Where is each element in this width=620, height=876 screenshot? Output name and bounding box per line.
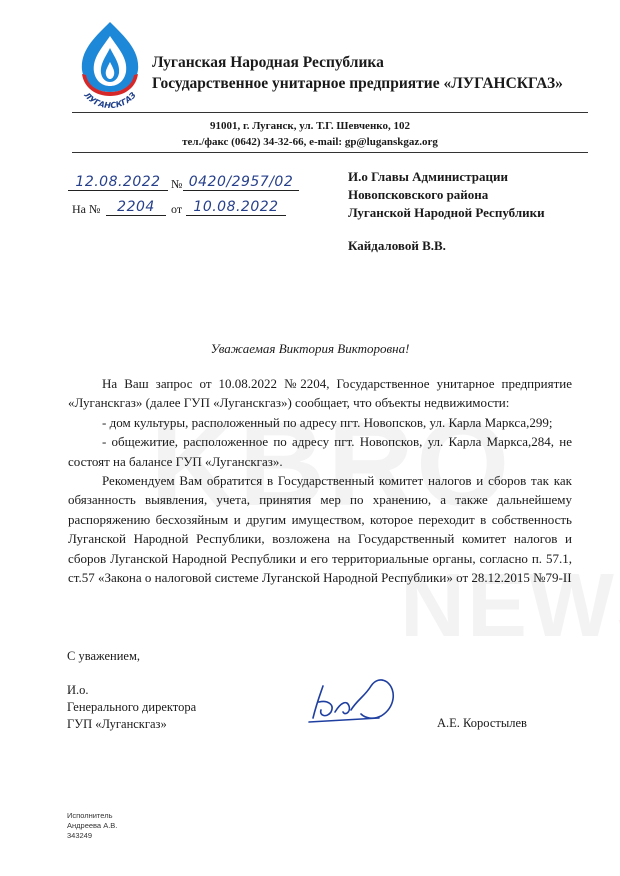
- reference-number: 2204: [106, 199, 166, 216]
- signer-position-2: Генерального директора: [67, 700, 197, 714]
- signer-position-1: И.о.: [67, 683, 89, 697]
- logo-arc-text: ЛУГАНСКГАЗ: [82, 90, 138, 110]
- body-paragraph-2: Рекомендуем Вам обратится в Государственный комитет налогов и сборов так как обязанность выявления, учета, принятия мер по хранению, а также дальнейшему распоряжению бесхозяйным и другим имуществом, которое переходит в собственность Луганской Народной Республики, возложена на Государственный комитет налогов и сборов Луганской Народной Республики и его территориальные органы, согласно п. 57.1, ст.57 «Закона о налоговой системе Луганской Народной Республики» от 28.12.2015 №79-II: [68, 473, 572, 586]
- header-divider: [72, 112, 588, 113]
- addressee-line3: Луганской Народной Республики: [348, 205, 545, 220]
- org-address: 91001, г. Луганск, ул. Т.Г. Шевченко, 102: [210, 120, 410, 132]
- outgoing-date: 12.08.2022: [68, 174, 168, 191]
- luganskgaz-logo: [70, 18, 150, 110]
- outgoing-no-label: №: [171, 177, 183, 191]
- letter-body: [68, 374, 572, 587]
- reference-date: 10.08.2022: [186, 199, 286, 216]
- salutation: Уважаемая Виктория Викторовна!: [210, 341, 410, 356]
- body-paragraph-1: На Ваш запрос от 10.08.2022 №2204, Государственное унитарное предприятие «Луганскгаз» (далее ГУП «Луганскгаз») сообщает, что объекты недвижимости:: [68, 376, 572, 411]
- reference-from-label: от: [171, 202, 183, 216]
- executor-phone: 343249: [67, 831, 93, 840]
- org-contacts: тел./факс (0642) 34-32-66, e-mail: gp@luganskgaz.org: [182, 136, 438, 148]
- signer-position-3: ГУП «Луганскгаз»: [67, 717, 167, 731]
- executor-label: Исполнитель: [67, 811, 113, 820]
- body-item-2: - общежитие, расположенное по адресу пгт. Новопсков, ул. Карла Маркса,284, не состоят на балансе ГУП «Луганскгаз».: [68, 434, 572, 469]
- executor-name: Андреева А.В.: [67, 821, 118, 830]
- org-enterprise: Государственное унитарное предприятие «ЛУГАНСКГАЗ»: [152, 75, 563, 92]
- addressee-line1: И.о Главы Администрации: [348, 169, 508, 184]
- org-republic: Луганская Народная Республика: [152, 54, 384, 71]
- signer-name: А.Е. Коростылев: [437, 716, 527, 730]
- addressee-line2: Новопсковского района: [348, 187, 489, 202]
- body-item-1: - дом культуры, расположенный по адресу пгт. Новопсков, ул. Карла Маркса,299;: [102, 414, 553, 430]
- outgoing-number: 0420/2957/02: [183, 174, 299, 191]
- reference-label: На №: [72, 202, 101, 216]
- addressee-name: Кайдаловой В.В.: [348, 238, 446, 253]
- handwritten-signature: [305, 672, 425, 728]
- contacts-divider: [72, 152, 588, 153]
- closing-regards: С уважением,: [67, 649, 140, 663]
